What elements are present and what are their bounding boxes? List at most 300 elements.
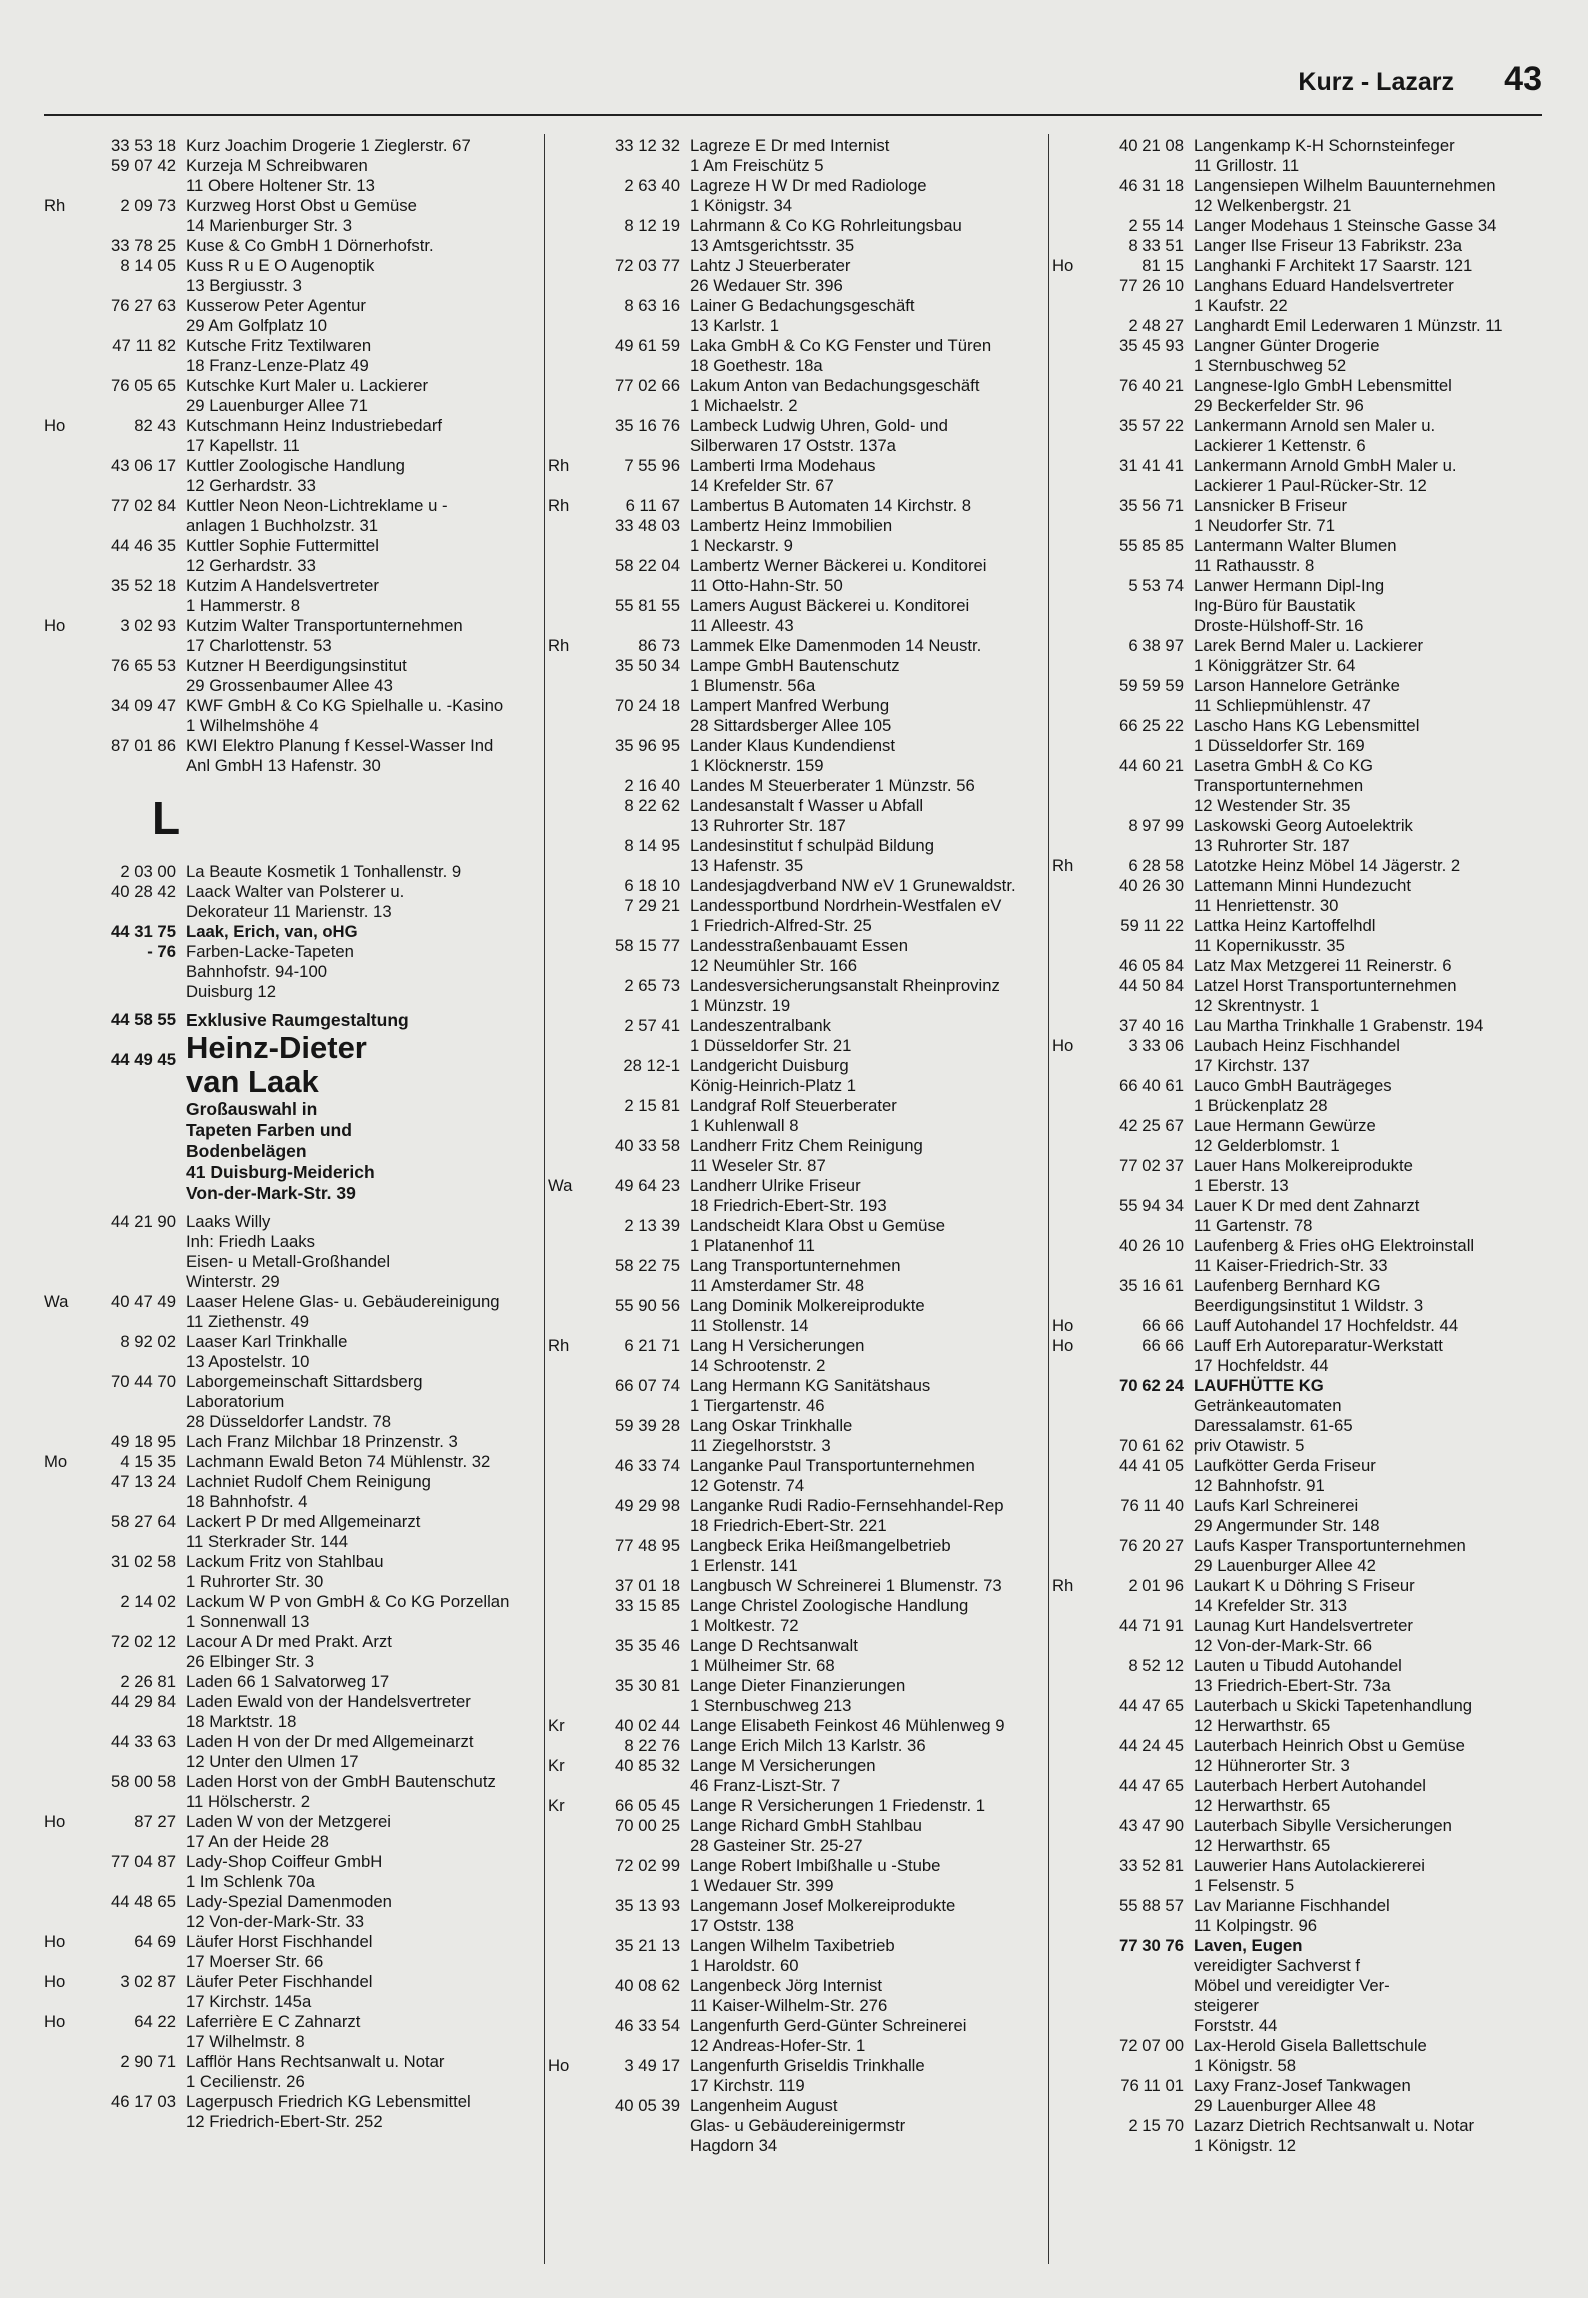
directory-entry xyxy=(44,1972,530,2012)
entry-text: Lauff Autohandel 17 Hochfeldstr. 44 xyxy=(1194,1316,1459,1335)
entry-text: Landesinstitut f schulpäd Bildung 13 Hafenstr. 35 xyxy=(690,836,934,875)
phone-number: 6 11 67 xyxy=(625,496,680,515)
phone-number: 33 53 18 xyxy=(111,136,176,155)
directory-entry xyxy=(1052,1896,1538,1936)
entry-text: Landesstraßenbauamt Essen 12 Neumühler Str. 166 xyxy=(690,936,908,975)
entry-text: Laden Ewald von der Handelsvertreter 18 Marktstr. 18 xyxy=(186,1692,471,1731)
entry-text: Landscheidt Klara Obst u Gemüse 1 Platanenhof 11 xyxy=(690,1216,946,1255)
entry-text: Lange Dieter Finanzierungen 1 Sternbuschweg 213 xyxy=(690,1676,906,1715)
phone-number: 33 78 25 xyxy=(111,236,176,255)
directory-entry xyxy=(548,1176,1034,1216)
phone-number: 59 59 59 xyxy=(1119,676,1184,695)
entry-text: Lagreze H W Dr med Radiologe 1 Königstr. 34 xyxy=(690,176,927,215)
phone-number: 58 22 75 xyxy=(615,1256,680,1275)
entry-text: Lauwerier Hans Autolackiererei 1 Felsenstr. 5 xyxy=(1194,1856,1425,1895)
directory-entry xyxy=(548,1596,1034,1636)
advertisement-entry xyxy=(44,1010,530,1204)
entry-text: Lanwer Hermann Dipl-Ing Ing-Büro für Baustatik Droste-Hülshoff-Str. 16 xyxy=(1194,576,1385,635)
directory-entry xyxy=(548,1496,1034,1536)
entry-text: Lange Christel Zoologische Handlung 1 Moltkestr. 72 xyxy=(690,1596,969,1635)
entry-text: Lankermann Arnold sen Maler u. Lackierer 1 Kettenstr. 6 xyxy=(1194,416,1436,455)
directory-entry xyxy=(44,1812,530,1852)
entry-text: Laferrière E C Zahnarzt 17 Wilhelmstr. 8 xyxy=(186,2012,361,2051)
directory-entry xyxy=(44,136,530,156)
entry-text: Lamberti Irma Modehaus 14 Krefelder Str. 67 xyxy=(690,456,876,495)
directory-entry xyxy=(44,1932,530,1972)
directory-entry xyxy=(1052,236,1538,256)
phone-number: 35 35 46 xyxy=(615,1636,680,1655)
directory-entry xyxy=(1052,636,1538,676)
phone-number: 76 11 40 xyxy=(1120,1496,1184,1515)
phone-number: 44 31 75 - 76 xyxy=(111,922,176,961)
entry-text: KWF GmbH & Co KG Spielhalle u. -Kasino 1 Wilhelmshöhe 4 xyxy=(186,696,504,735)
phone-number: 40 28 42 xyxy=(111,882,176,901)
directory-entry xyxy=(1052,856,1538,876)
directory-entry xyxy=(548,596,1034,636)
directory-entry xyxy=(1052,1856,1538,1896)
district-prefix: Rh xyxy=(1052,856,1074,875)
entry-text: Langenheim August Glas- u Gebäudereinigermstr Hagdorn 34 xyxy=(690,2096,906,2155)
phone-number: 2 13 39 xyxy=(624,1216,680,1235)
page-range-title: Kurz - Lazarz xyxy=(1298,68,1454,96)
district-prefix: Ho xyxy=(1052,1036,1074,1055)
entry-text: Landesanstalt f Wasser u Abfall 13 Ruhrorter Str. 187 xyxy=(690,796,924,835)
phone-number: 55 94 34 xyxy=(1119,1196,1184,1215)
phone-number: 70 24 18 xyxy=(615,696,680,715)
entry-text: Latz Max Metzgerei 11 Reinerstr. 6 xyxy=(1194,956,1452,975)
phone-number: 77 02 66 xyxy=(615,376,680,395)
entry-text: Lauer Hans Molkereiprodukte 1 Eberstr. 13 xyxy=(1194,1156,1413,1195)
entry-text: Lagerpusch Friedrich KG Lebensmittel 12 Friedrich-Ebert-Str. 252 xyxy=(186,2092,471,2131)
entry-text: Kusserow Peter Agentur 29 Am Golfplatz 10 xyxy=(186,296,366,335)
phone-number: 72 07 00 xyxy=(1119,2036,1184,2055)
directory-entry xyxy=(548,1536,1034,1576)
phone-number: 2 48 27 xyxy=(1128,316,1184,335)
phone-number: 35 45 93 xyxy=(1119,336,1184,355)
phone-number: 55 88 57 xyxy=(1119,1896,1184,1915)
phone-number: 35 50 34 xyxy=(615,656,680,675)
entry-text: Kutzim A Handelsvertreter 1 Hammerstr. 8 xyxy=(186,576,379,615)
phone-number: 55 90 56 xyxy=(615,1296,680,1315)
phone-number: 49 18 95 xyxy=(111,1432,176,1451)
entry-text: Laaks Willy Inh: Friedh Laaks Eisen- u Metall-Großhandel Winterstr. 29 xyxy=(186,1212,391,1291)
directory-entry xyxy=(44,1772,530,1812)
phone-number: 86 73 xyxy=(638,636,680,655)
directory-entry xyxy=(44,616,530,656)
entry-text: Lange Erich Milch 13 Karlstr. 36 xyxy=(690,1736,926,1755)
entry-text: Kurzeja M Schreibwaren 11 Obere Holtener Str. 13 xyxy=(186,156,375,195)
entry-text: Lange Richard GmbH Stahlbau 28 Gasteiner Str. 25-27 xyxy=(690,1816,922,1855)
phone-number: 46 33 54 xyxy=(615,2016,680,2035)
ad-headline: Exklusive Raumgestaltung xyxy=(186,1010,409,1030)
phone-number: 7 55 96 xyxy=(624,456,680,475)
entry-text: Lauterbach Sibylle Versicherungen 12 Herwarthstr. 65 xyxy=(1194,1816,1452,1855)
entry-text: Langanke Rudi Radio-Fernsehhandel-Rep 18 Friedrich-Ebert-Str. 221 xyxy=(690,1496,1004,1535)
phone-number: 76 05 65 xyxy=(111,376,176,395)
directory-entry xyxy=(1052,1316,1538,1336)
entry-text: Lauterbach Heinrich Obst u Gemüse 12 Hühnerorter Str. 3 xyxy=(1194,1736,1465,1775)
column-divider xyxy=(1048,134,1049,2264)
phone-number: 2 55 14 xyxy=(1128,216,1184,235)
entry-text: Lauterbach u Skicki Tapetenhandlung 12 Herwarthstr. 65 xyxy=(1194,1696,1473,1735)
entry-text: Kurzweg Horst Obst u Gemüse 14 Marienburger Str. 3 xyxy=(186,196,417,235)
entry-text: Lafflör Hans Rechtsanwalt u. Notar 1 Cecilienstr. 26 xyxy=(186,2052,445,2091)
entry-text: Langenbeck Jörg Internist 11 Kaiser-Wilhelm-Str. 276 xyxy=(690,1976,888,2015)
directory-entry xyxy=(548,1796,1034,1816)
entry-text: Lambeck Ludwig Uhren, Gold- und Silberwaren 17 Oststr. 137a xyxy=(690,416,948,455)
entry-text: Langhans Eduard Handelsvertreter 1 Kaufstr. 22 xyxy=(1194,276,1454,315)
entry-text: Lang H Versicherungen 14 Schrootenstr. 2 xyxy=(690,1336,865,1375)
entry-text: Lang Transportunternehmen 11 Amsterdamer Str. 48 xyxy=(690,1256,901,1295)
entry-text: Lackum Fritz von Stahlbau 1 Ruhrorter Str. 30 xyxy=(186,1552,384,1591)
entry-text: Lagreze E Dr med Internist 1 Am Freischütz 5 xyxy=(690,136,890,175)
phone-number: 64 22 xyxy=(134,2012,176,2031)
directory-entry xyxy=(548,1056,1034,1096)
directory-entry xyxy=(548,1716,1034,1736)
phone-number: 8 12 19 xyxy=(624,216,680,235)
entry-text: Laka GmbH & Co KG Fenster und Türen 18 Goethestr. 18a xyxy=(690,336,992,375)
entry-text: Langbeck Erika Heißmangelbetrieb 1 Erlenstr. 141 xyxy=(690,1536,951,1575)
phone-number: 66 07 74 xyxy=(615,1376,680,1395)
district-prefix: Ho xyxy=(44,1932,66,1951)
entry-text xyxy=(186,1010,530,1204)
entry-text: Kutschke Kurt Maler u. Lackierer 29 Lauenburger Allee 71 xyxy=(186,376,429,415)
phone-number: 40 33 58 xyxy=(615,1136,680,1155)
entry-text: Lange Elisabeth Feinkost 46 Mühlenweg 9 xyxy=(690,1716,1005,1735)
directory-entry xyxy=(548,836,1034,876)
directory-entry xyxy=(548,1376,1034,1416)
phone-number: 77 02 84 xyxy=(111,496,176,515)
directory-entry xyxy=(548,976,1034,1016)
directory-entry xyxy=(44,862,530,882)
phone-number: 44 58 55 44 49 45 xyxy=(111,1010,176,1069)
directory-entry xyxy=(548,876,1034,896)
entry-text: Langhardt Emil Lederwaren 1 Münzstr. 11 xyxy=(1194,316,1503,335)
district-prefix: Rh xyxy=(548,456,570,475)
phone-number: 33 52 81 xyxy=(1119,1856,1184,1875)
phone-number: 37 40 16 xyxy=(1119,1016,1184,1035)
directory-entry xyxy=(44,1632,530,1672)
directory-entry xyxy=(548,736,1034,776)
entry-text: Laden W von der Metzgerei 17 An der Heide 28 xyxy=(186,1812,391,1851)
directory-entry xyxy=(1052,976,1538,1016)
entry-text: Laufs Kasper Transportunternehmen 29 Lauenburger Allee 42 xyxy=(1194,1536,1466,1575)
directory-entry xyxy=(44,156,530,196)
directory-entry xyxy=(1052,1496,1538,1536)
directory-entry xyxy=(1052,756,1538,816)
phone-number: 37 01 18 xyxy=(615,1576,680,1595)
directory-entry xyxy=(1052,1196,1538,1236)
entry-text: Laven, Eugen vereidigter Sachverst f Möbel und vereidigter Ver- steigerer Forststr. 44 xyxy=(1194,1936,1390,2035)
phone-number: 6 18 10 xyxy=(624,876,680,895)
phone-number: 49 64 23 xyxy=(615,1176,680,1195)
directory-entry xyxy=(1052,276,1538,316)
entry-text: Langhanki F Architekt 17 Saarstr. 121 xyxy=(1194,256,1473,275)
entry-text: Lantermann Walter Blumen 11 Rathausstr. 8 xyxy=(1194,536,1397,575)
entry-text: Lazarz Dietrich Rechtsanwalt u. Notar 1 Königstr. 12 xyxy=(1194,2116,1475,2155)
directory-entry xyxy=(548,1896,1034,1936)
directory-entry xyxy=(1052,536,1538,576)
phone-number: 40 08 62 xyxy=(615,1976,680,1995)
entry-text: Landes M Steuerberater 1 Münzstr. 56 xyxy=(690,776,975,795)
directory-entry xyxy=(1052,1116,1538,1156)
directory-entry xyxy=(44,1212,530,1292)
phone-number: 2 16 40 xyxy=(624,776,680,795)
phone-number: 59 07 42 xyxy=(111,156,176,175)
phone-number: 87 01 86 xyxy=(111,736,176,755)
entry-text: Larek Bernd Maler u. Lackierer 1 Königgrätzer Str. 64 xyxy=(1194,636,1424,675)
directory-entry xyxy=(548,1676,1034,1716)
entry-text: Landesversicherungsanstalt Rheinprovinz 1 Münzstr. 19 xyxy=(690,976,1000,1015)
phone-number: 2 09 73 xyxy=(120,196,176,215)
directory-entry xyxy=(548,256,1034,296)
district-prefix: Kr xyxy=(548,1796,565,1815)
entry-text: Landesjagdverband NW eV 1 Grunewaldstr. xyxy=(690,876,1016,895)
directory-entry xyxy=(1052,1336,1538,1376)
directory-entry xyxy=(1052,1236,1538,1276)
directory-entry xyxy=(548,376,1034,416)
entry-text: Laxy Franz-Josef Tankwagen 29 Lauenburger Allee 48 xyxy=(1194,2076,1411,2115)
phone-number: 44 33 63 xyxy=(111,1732,176,1751)
phone-number: 46 31 18 xyxy=(1119,176,1184,195)
entry-text: Kuttler Zoologische Handlung 12 Gerhardstr. 33 xyxy=(186,456,405,495)
phone-number: 2 14 02 xyxy=(120,1592,176,1611)
directory-entry xyxy=(44,1472,530,1512)
phone-number: 6 28 58 xyxy=(1128,856,1184,875)
phone-number: 77 04 87 xyxy=(111,1852,176,1871)
phone-number: 76 20 27 xyxy=(1119,1536,1184,1555)
phone-number: 33 15 85 xyxy=(615,1596,680,1615)
directory-entry xyxy=(1052,1816,1538,1856)
entry-text: Lansnicker B Friseur 1 Neudorfer Str. 71 xyxy=(1194,496,1348,535)
phone-number: 70 44 70 xyxy=(111,1372,176,1391)
directory-entry xyxy=(1052,1936,1538,2036)
phone-number: 40 26 30 xyxy=(1119,876,1184,895)
directory-entry xyxy=(548,516,1034,556)
district-prefix: Rh xyxy=(548,496,570,515)
phone-number: 43 06 17 xyxy=(111,456,176,475)
entry-text: Kuse & Co GmbH 1 Dörnerhofstr. xyxy=(186,236,434,255)
phone-number: 42 25 67 xyxy=(1119,1116,1184,1135)
phone-number: 2 90 71 xyxy=(120,2052,176,2071)
district-prefix: Rh xyxy=(548,636,570,655)
entry-text: Lax-Herold Gisela Ballettschule 1 Königstr. 58 xyxy=(1194,2036,1427,2075)
phone-number: 87 27 xyxy=(134,1812,176,1831)
phone-number: 76 40 21 xyxy=(1119,376,1184,395)
directory-entry xyxy=(548,1216,1034,1256)
directory-entry xyxy=(44,376,530,416)
phone-number: 35 96 95 xyxy=(615,736,680,755)
phone-number: 35 21 13 xyxy=(615,1936,680,1955)
directory-entry xyxy=(44,1892,530,1932)
entry-text: Laden H von der Dr med Allgemeinarzt 12 Unter den Ulmen 17 xyxy=(186,1732,474,1771)
entry-text: Langensiepen Wilhelm Bauunternehmen 12 Welkenbergstr. 21 xyxy=(1194,176,1496,215)
entry-text: Kutschmann Heinz Industriebedarf 17 Kapellstr. 11 xyxy=(186,416,443,455)
phone-number: 6 38 97 xyxy=(1128,636,1184,655)
district-prefix: Mo xyxy=(44,1452,68,1471)
phone-number: 44 24 45 xyxy=(1119,1736,1184,1755)
directory-entry xyxy=(44,1732,530,1772)
district-prefix: Ho xyxy=(548,2056,570,2075)
entry-text: Lambertz Werner Bäckerei u. Konditorei 11 Otto-Hahn-Str. 50 xyxy=(690,556,987,595)
entry-text: Lange R Versicherungen 1 Friedenstr. 1 xyxy=(690,1796,985,1815)
phone-number: 77 48 95 xyxy=(615,1536,680,1555)
entry-text: La Beaute Kosmetik 1 Tonhallenstr. 9 xyxy=(186,862,462,881)
phone-number: 76 65 53 xyxy=(111,656,176,675)
phone-number: 44 47 65 xyxy=(1119,1696,1184,1715)
directory-entry xyxy=(44,1852,530,1892)
phone-number: 3 49 17 xyxy=(624,2056,680,2075)
directory-entry xyxy=(1052,1016,1538,1036)
phone-number: 3 02 93 xyxy=(120,616,176,635)
entry-text: Lankermann Arnold GmbH Maler u. Lackierer 1 Paul-Rücker-Str. 12 xyxy=(1194,456,1457,495)
phone-number: 44 50 84 xyxy=(1119,976,1184,995)
phone-number: 44 47 65 xyxy=(1119,1776,1184,1795)
entry-text: Laborgemeinschaft Sittardsberg Laboratorium 28 Düsseldorfer Landstr. 78 xyxy=(186,1372,423,1431)
entry-text: Lav Marianne Fischhandel 11 Kolpingstr. 96 xyxy=(1194,1896,1390,1935)
entry-text: Lange Robert Imbißhalle u -Stube 1 Wedauer Str. 399 xyxy=(690,1856,941,1895)
entry-text: Lambertz Heinz Immobilien 1 Neckarstr. 9 xyxy=(690,516,893,555)
directory-entry xyxy=(1052,256,1538,276)
entry-text: Laue Hermann Gewürze 12 Gelderblomstr. 1 xyxy=(1194,1116,1376,1155)
directory-entry xyxy=(44,2092,530,2132)
entry-text: Langer Modehaus 1 Steinsche Gasse 34 xyxy=(1194,216,1497,235)
directory-entry xyxy=(548,1096,1034,1136)
entry-text: Langen Wilhelm Taxibetrieb 1 Haroldstr. 60 xyxy=(690,1936,895,1975)
directory-entry xyxy=(1052,1076,1538,1116)
directory-entry xyxy=(1052,956,1538,976)
entry-text: Laden 66 1 Salvatorweg 17 xyxy=(186,1672,390,1691)
phone-number: 72 02 99 xyxy=(615,1856,680,1875)
entry-text: Langemann Josef Molkereiprodukte 17 Oststr. 138 xyxy=(690,1896,956,1935)
directory-entry xyxy=(548,696,1034,736)
directory-entry xyxy=(548,556,1034,596)
phone-number: 33 12 32 xyxy=(615,136,680,155)
entry-text: Lander Klaus Kundendienst 1 Klöcknerstr. 159 xyxy=(690,736,896,775)
phone-number: 72 02 12 xyxy=(111,1632,176,1651)
phone-number: 31 02 58 xyxy=(111,1552,176,1571)
directory-entry xyxy=(44,1692,530,1732)
directory-entry xyxy=(548,1756,1034,1796)
entry-text: Landessportbund Nordrhein-Westfalen eV 1 Friedrich-Alfred-Str. 25 xyxy=(690,896,1002,935)
directory-entry xyxy=(548,136,1034,176)
phone-number: 76 11 01 xyxy=(1120,2076,1184,2095)
phone-number: 58 00 58 xyxy=(111,1772,176,1791)
phone-number: 44 41 05 xyxy=(1119,1456,1184,1475)
entry-text: Lang Dominik Molkereiprodukte 11 Stollenstr. 14 xyxy=(690,1296,925,1335)
phone-number: 44 29 84 xyxy=(111,1692,176,1711)
phone-number: 8 22 76 xyxy=(624,1736,680,1755)
phone-number: 28 12-1 xyxy=(623,1056,680,1075)
directory-entry xyxy=(1052,1456,1538,1496)
phone-number: 8 63 16 xyxy=(624,296,680,315)
phone-number: 66 40 61 xyxy=(1119,1076,1184,1095)
entry-text: Lakum Anton van Bedachungsgeschäft 1 Michaelstr. 2 xyxy=(690,376,980,415)
directory-entry xyxy=(44,2012,530,2052)
directory-entry xyxy=(44,882,530,922)
entry-text: Langenfurth Gerd-Günter Schreinerei 12 Andreas-Hofer-Str. 1 xyxy=(690,2016,967,2055)
phone-number: 55 85 85 xyxy=(1119,536,1184,555)
directory-entry xyxy=(1052,2116,1538,2156)
entry-text: Kuss R u E O Augenoptik 13 Bergiusstr. 3 xyxy=(186,256,375,295)
ad-body: Großauswahl in Tapeten Farben und Bodenbelägen 41 Duisburg-Meiderich Von-der-Mark-Str. 39 xyxy=(186,1099,375,1203)
directory-entry xyxy=(548,1976,1034,2016)
entry-text: LAUFHÜTTE KG Getränkeautomaten Daressalamstr. 61-65 xyxy=(1194,1376,1353,1435)
directory-column-3 xyxy=(1052,136,1538,2266)
district-prefix: Ho xyxy=(44,416,66,435)
phone-number: 40 47 49 xyxy=(111,1292,176,1311)
phone-number: 2 15 81 xyxy=(624,1096,680,1115)
entry-text: Lacour A Dr med Prakt. Arzt 26 Elbinger Str. 3 xyxy=(186,1632,392,1671)
entry-text: Lamers August Bäckerei u. Konditorei 11 Alleestr. 43 xyxy=(690,596,970,635)
phone-number: 40 21 08 xyxy=(1119,136,1184,155)
directory-entry xyxy=(1052,336,1538,376)
directory-entry xyxy=(548,416,1034,456)
district-prefix: Ho xyxy=(44,616,66,635)
directory-entry xyxy=(548,296,1034,336)
phone-number: 70 62 24 xyxy=(1119,1376,1184,1395)
phone-number: 35 16 61 xyxy=(1119,1276,1184,1295)
directory-entry xyxy=(44,1512,530,1552)
district-prefix: Rh xyxy=(548,1336,570,1355)
district-prefix: Ho xyxy=(44,2012,66,2031)
phone-number: 4 15 35 xyxy=(120,1452,176,1471)
entry-text: Lange D Rechtsanwalt 1 Mülheimer Str. 68 xyxy=(690,1636,858,1675)
phone-number: 35 30 81 xyxy=(615,1676,680,1695)
directory-entry xyxy=(548,1416,1034,1456)
ad-company-name: Heinz-Dieter van Laak xyxy=(186,1030,367,1099)
entry-text: Lauff Erh Autoreparatur-Werkstatt 17 Hochfeldstr. 44 xyxy=(1194,1336,1443,1375)
phone-number: 34 09 47 xyxy=(111,696,176,715)
directory-entry xyxy=(548,1816,1034,1856)
directory-entry xyxy=(44,296,530,336)
directory-entry xyxy=(548,216,1034,256)
district-prefix: Wa xyxy=(44,1292,69,1311)
entry-text: Lahrmann & Co KG Rohrleitungsbau 13 Amtsgerichtsstr. 35 xyxy=(690,216,962,255)
entry-text: Larson Hannelore Getränke 11 Schliepmühlenstr. 47 xyxy=(1194,676,1400,715)
entry-text: Lampert Manfred Werbung 28 Sittardsberger Allee 105 xyxy=(690,696,892,735)
directory-entry xyxy=(548,1636,1034,1676)
directory-column-1 xyxy=(44,136,530,2266)
phone-number: 58 22 04 xyxy=(615,556,680,575)
phone-number: 77 26 10 xyxy=(1119,276,1184,295)
entry-text: Laufenberg & Fries oHG Elektroinstall 11 Kaiser-Friedrich-Str. 33 xyxy=(1194,1236,1475,1275)
phone-number: 59 11 22 xyxy=(1120,916,1184,935)
page-header xyxy=(44,58,1542,116)
phone-number: 46 33 74 xyxy=(615,1456,680,1475)
directory-entry xyxy=(44,656,530,696)
phone-number: 44 60 21 xyxy=(1119,756,1184,775)
phone-number: 7 29 21 xyxy=(624,896,680,915)
phone-number: 31 41 41 xyxy=(1119,456,1184,475)
entry-text: Lady-Spezial Damenmoden 12 Von-der-Mark-Str. 33 xyxy=(186,1892,392,1931)
phone-number: 55 81 55 xyxy=(615,596,680,615)
phone-number: 76 27 63 xyxy=(111,296,176,315)
directory-entry xyxy=(548,936,1034,976)
phone-number: 2 63 40 xyxy=(624,176,680,195)
entry-text: Lang Hermann KG Sanitätshaus 1 Tiergartenstr. 46 xyxy=(690,1376,931,1415)
directory-entry xyxy=(1052,1656,1538,1696)
district-prefix: Rh xyxy=(44,196,66,215)
phone-number: 3 33 06 xyxy=(1128,1036,1184,1055)
directory-entry xyxy=(1052,916,1538,956)
phone-number: 35 13 93 xyxy=(615,1896,680,1915)
phone-number: 82 43 xyxy=(134,416,176,435)
entry-text: Laukart K u Döhring S Friseur 14 Krefelder Str. 313 xyxy=(1194,1576,1415,1615)
entry-text: Landherr Ulrike Friseur 18 Friedrich-Ebert-Str. 193 xyxy=(690,1176,887,1215)
phone-number: 2 65 73 xyxy=(624,976,680,995)
entry-text: Lascho Hans KG Lebensmittel 1 Düsseldorfer Str. 169 xyxy=(1194,716,1420,755)
